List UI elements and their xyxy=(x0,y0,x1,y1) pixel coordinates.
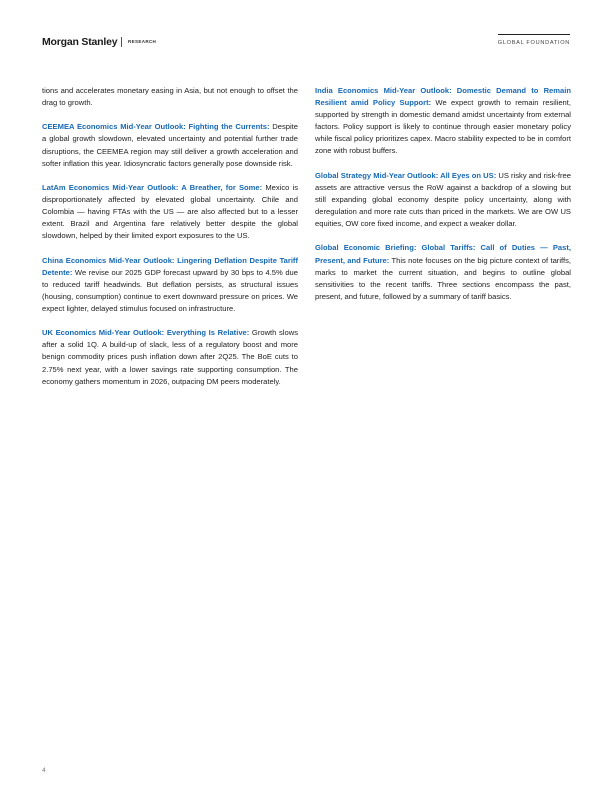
report-link[interactable]: Global Strategy Mid-Year Outlook: All Eyes on US: xyxy=(315,170,497,180)
paragraph xyxy=(42,182,298,242)
report-link[interactable]: UK Economics Mid-Year Outlook: Everything Is Relative: xyxy=(42,328,250,338)
brand-subtitle: RESEARCH xyxy=(128,39,157,44)
paragraph xyxy=(315,242,571,302)
report-link[interactable]: India Economics Mid-Year Outlook: Domestic Demand to Remain Resilient amid Policy Support: xyxy=(315,86,571,108)
page-number: 4 xyxy=(42,767,46,774)
paragraph-body: Mexico is disproportionately affected by elevated global uncertainty. Chile and Colombia — having FTAs with the US — are also affected but to a lesser extent. Brazil and Argentina fare relatively better despite the global slowdown, helped by their limited export exposures to the US. xyxy=(42,182,298,241)
right-column xyxy=(315,85,571,315)
report-link[interactable]: Global Economic Briefing: Global Tariffs: Call of Duties — Past, Present, and Future: xyxy=(315,243,571,265)
left-column xyxy=(42,85,298,400)
paragraph-body: tions and accelerates monetary easing in Asia, but not enough to offset the drag to growth. xyxy=(42,86,298,108)
paragraph-body: We revise our 2025 GDP forecast upward by 30 bps to 4.5% due to reduced tariff headwinds. But deflation persists, as structural issues (housing, consumption) continue to exert downward pressure on prices. We expect lighter, delayed stimulus focused on infrastructure. xyxy=(42,267,298,313)
paragraph-body: This note focuses on the big picture context of tariffs, marks to market the current situation, and begins to outline global sensitivities to the recent tariffs. Three sections encompass the past, present, and future, followed by a summary of tariff basics. xyxy=(315,255,571,301)
report-link[interactable]: LatAm Economics Mid-Year Outlook: A Breather, for Some: xyxy=(42,182,263,192)
paragraph xyxy=(42,327,298,387)
paragraph-body: We expect growth to remain resilient, supported by strength in domestic demand amidst uncertainty from external factors. Policy support is likely to continue through easier monetary policy while fiscal policy prioritizes capex. Macro stability expected to be in comfort zone with robust buffers. xyxy=(315,98,571,156)
report-link[interactable]: China Economics Mid-Year Outlook: Lingering Deflation Despite Tariff Detente: xyxy=(42,255,298,277)
section-label: GLOBAL FOUNDATION xyxy=(497,40,570,46)
paragraph xyxy=(315,85,571,158)
paragraph xyxy=(42,85,298,109)
paragraph xyxy=(42,255,298,315)
paragraph-body: US risky and risk-free assets are attractive versus the RoW against a backdrop of a slowing but still expanding global economy despite policy uncertainty, along with deregulation and more rate cuts than priced in the markets. We are OW US equities, OW core fixed income, and expect a weaker dollar. xyxy=(315,170,571,229)
page-header xyxy=(42,36,570,52)
paragraph-body: Despite a global growth slowdown, elevated uncertainty and potential further trade disruptions, the CEEMEA region may still deliver a growth acceleration and softer inflation this year. Idiosyncratic factors generally pose downside risk. xyxy=(42,122,299,168)
paragraph xyxy=(315,170,571,230)
section-rule xyxy=(498,34,570,35)
report-link[interactable]: CEEMEA Economics Mid-Year Outlook: Fighting the Currents: xyxy=(42,122,270,132)
brand-logo: Morgan Stanley xyxy=(42,36,118,48)
paragraph-body: Growth slows after a solid 1Q. A build-up of slack, less of a regulatory boost and more benign commodity prices push inflation down after 2Q25. The BoE cuts to 2.75% next year, with a lower savings rate supporting consumption. The economy gathers momentum in 2026, outpacing DM peers moderately. xyxy=(42,328,298,386)
logo-divider xyxy=(121,37,122,47)
paragraph xyxy=(42,121,298,169)
